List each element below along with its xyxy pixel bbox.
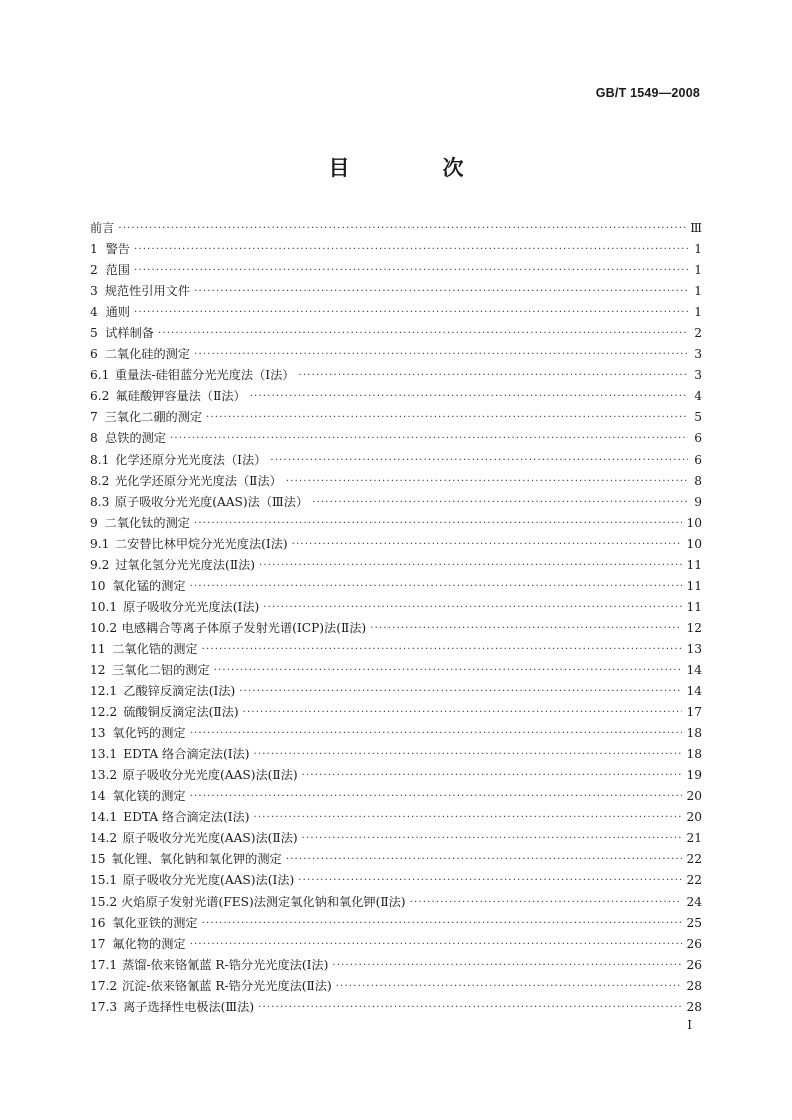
toc-dot-leader xyxy=(202,913,683,934)
toc-entry-page: 18 xyxy=(686,726,702,741)
toc-entry-number: 12.2 xyxy=(90,705,118,720)
toc-entry-number: 14 xyxy=(90,789,106,804)
toc-entry[interactable] xyxy=(90,892,702,913)
toc-entry-number: 5 xyxy=(90,326,98,341)
toc-entry-page: 1 xyxy=(694,242,702,257)
toc-entry-title: 通则 xyxy=(105,305,130,320)
toc-entry-page: 1 xyxy=(694,305,702,320)
toc-entry-number: 10 xyxy=(90,578,106,593)
toc-entry-page: 17 xyxy=(686,705,702,720)
toc-entry-title: 范围 xyxy=(105,263,130,278)
toc-entry-title: 原子吸收分光光度法(Ⅰ法) xyxy=(123,599,260,614)
toc-entry-number: 9.1 xyxy=(90,536,110,551)
toc-entry-title: 二安替比林甲烷分光光度法(Ⅰ法) xyxy=(114,536,288,551)
toc-entry[interactable] xyxy=(90,407,702,428)
toc-entry-title: 氟硅酸钾容量法（Ⅱ法） xyxy=(115,389,246,404)
toc-dot-leader xyxy=(194,344,688,365)
toc-entry[interactable] xyxy=(90,723,702,744)
toc-entry-page: 9 xyxy=(694,494,702,509)
toc-dot-leader xyxy=(302,828,683,849)
toc-dot-leader xyxy=(250,386,688,407)
toc-entry-page: 28 xyxy=(686,999,702,1014)
toc-entry-title: EDTA 络合滴定法(Ⅰ法) xyxy=(123,810,250,825)
toc-entry-number: 7 xyxy=(90,410,98,425)
toc-dot-leader xyxy=(332,955,682,976)
toc-dot-leader xyxy=(206,407,688,428)
toc-entry[interactable] xyxy=(90,849,702,870)
toc-entry-number: 17 xyxy=(90,936,106,951)
toc-entry-page: 14 xyxy=(686,662,702,677)
toc-entry-number: 6 xyxy=(90,347,98,362)
toc-entry-title: 乙酸锌反滴定法(Ⅰ法) xyxy=(123,684,236,699)
toc-entry[interactable] xyxy=(90,281,702,302)
toc-dot-leader xyxy=(239,681,682,702)
toc-entry[interactable] xyxy=(90,576,702,597)
toc-entry[interactable] xyxy=(90,702,702,723)
toc-dot-leader xyxy=(118,218,686,239)
toc-entry-page: 1 xyxy=(694,263,702,278)
toc-entry-number: 12.1 xyxy=(90,684,118,699)
toc-entry[interactable] xyxy=(90,492,702,513)
toc-entry-title: 化学还原分光光度法（Ⅰ法） xyxy=(115,452,267,467)
toc-dot-leader xyxy=(134,302,688,323)
toc-entry-title: 硫酸铜反滴定法(Ⅱ法) xyxy=(123,705,239,720)
toc-entry-number: 15.2 xyxy=(90,894,118,909)
toc-entry-number: 17.3 xyxy=(90,999,118,1014)
standard-code: GB/T 1549—2008 xyxy=(595,86,700,100)
toc-entry-title: 电感耦合等离子体原子发射光谱(ICP)法(Ⅱ法) xyxy=(121,620,367,635)
toc-entry-page: 26 xyxy=(686,936,702,951)
toc-entry-number: 16 xyxy=(90,915,106,930)
toc-entry[interactable] xyxy=(90,765,702,786)
toc-entry-page: 22 xyxy=(686,852,702,867)
toc-dot-leader xyxy=(190,723,683,744)
toc-entry-number: 8.3 xyxy=(90,494,110,509)
toc-dot-leader xyxy=(270,450,688,471)
toc-entry-title: 蒸馏-依来铬氰蓝 R-锆分光光度法(Ⅰ法) xyxy=(122,957,329,972)
toc-entry[interactable] xyxy=(90,534,702,555)
toc-entry-number: 9.2 xyxy=(90,557,110,572)
toc-dot-leader xyxy=(134,239,688,260)
toc-dot-leader xyxy=(134,260,688,281)
page-title: 目 次 xyxy=(328,155,500,180)
toc-entry-title: 氧化亚铁的测定 xyxy=(112,915,198,930)
toc-entry[interactable] xyxy=(90,786,702,807)
toc-entry-title: 三氧化二铝的测定 xyxy=(112,662,210,677)
toc-entry-title: 光化学还原分光光度法（Ⅱ法） xyxy=(115,473,282,488)
toc-entry-title: 沉淀-依来铬氰蓝 R-锆分光光度法(Ⅱ法) xyxy=(122,978,332,993)
toc-entry-title: 火焰原子发射光谱(FES)法测定氧化钠和氧化钾(Ⅱ法) xyxy=(121,894,406,909)
toc-entry-page: 20 xyxy=(686,810,702,825)
toc-entry-title: 过氧化氢分光光度法(Ⅱ法) xyxy=(115,557,256,572)
toc-entry[interactable] xyxy=(90,597,702,618)
toc-entry-number: 10.2 xyxy=(90,620,118,635)
toc-entry-number: 11 xyxy=(90,641,106,656)
toc-dot-leader xyxy=(312,492,688,513)
toc-entry[interactable] xyxy=(90,934,702,955)
toc-entry-title: 总铁的测定 xyxy=(105,431,167,446)
toc-entry-page: Ⅲ xyxy=(690,221,702,235)
toc-entry[interactable] xyxy=(90,365,702,386)
toc-entry[interactable] xyxy=(90,260,702,281)
toc-entry-page: 4 xyxy=(694,389,702,404)
toc-entry-title: 原子吸收分光光度(AAS)法(Ⅰ法) xyxy=(122,873,295,888)
toc-dot-leader xyxy=(286,849,683,870)
toc-entry-number: 13.2 xyxy=(90,768,118,783)
toc-entry[interactable] xyxy=(90,450,702,471)
toc-entry[interactable] xyxy=(90,323,702,344)
toc-dot-leader xyxy=(298,870,682,891)
toc-entry[interactable] xyxy=(90,618,702,639)
toc-entry-page: 21 xyxy=(686,831,702,846)
toc-entry[interactable] xyxy=(90,344,702,365)
toc-entry-number: 4 xyxy=(90,305,98,320)
toc-entry[interactable] xyxy=(90,744,702,765)
toc-entry-number: 8 xyxy=(90,431,98,446)
toc-entry[interactable] xyxy=(90,976,702,997)
toc-dot-leader xyxy=(258,997,682,1018)
toc-entry-page: 10 xyxy=(686,536,702,551)
toc-entry-page: 26 xyxy=(686,957,702,972)
toc-entry[interactable] xyxy=(90,513,702,534)
toc-dot-leader xyxy=(286,471,688,492)
toc-entry-number: 13.1 xyxy=(90,747,118,762)
toc-entry-title: 二氧化锆的测定 xyxy=(112,641,198,656)
toc-entry-page: 13 xyxy=(686,641,702,656)
toc-entry-number: 3 xyxy=(90,284,98,299)
toc-entry-title: 重量法-硅钼蓝分光光度法（Ⅰ法） xyxy=(114,368,295,383)
toc-dot-leader xyxy=(214,660,683,681)
toc-entry-title: 试样制备 xyxy=(105,326,154,341)
toc-entry-number: 17.2 xyxy=(90,978,118,993)
toc-entry-title: 三氧化二硼的测定 xyxy=(104,410,203,425)
toc-dot-leader xyxy=(194,513,683,534)
toc-entry[interactable] xyxy=(90,471,702,492)
toc-entry-page: 25 xyxy=(686,915,702,930)
toc-dot-leader xyxy=(202,639,683,660)
toc-entry-title: 离子选择性电极法(Ⅲ法) xyxy=(123,999,255,1014)
table-of-contents xyxy=(90,218,702,1018)
toc-entry[interactable] xyxy=(90,639,702,660)
toc-entry-page: 3 xyxy=(694,368,702,383)
toc-entry-title: 规范性引用文件 xyxy=(104,284,191,299)
toc-entry-title: EDTA 络合滴定法(Ⅰ法) xyxy=(123,747,250,762)
toc-entry-number: 1 xyxy=(90,242,98,257)
toc-entry-number: 8.2 xyxy=(90,473,110,488)
toc-entry-page: 19 xyxy=(686,768,702,783)
toc-entry-number: 17.1 xyxy=(90,957,118,972)
toc-entry-page: 2 xyxy=(694,326,702,341)
toc-dot-leader xyxy=(302,765,683,786)
toc-entry-page: 18 xyxy=(686,747,702,762)
toc-entry-number: 9 xyxy=(90,515,98,530)
toc-entry[interactable] xyxy=(90,997,702,1018)
toc-dot-leader xyxy=(243,702,683,723)
toc-entry-page: 1 xyxy=(694,284,702,299)
toc-entry-page: 10 xyxy=(686,515,702,530)
toc-dot-leader xyxy=(336,976,683,997)
toc-entry-number: 12 xyxy=(90,662,106,677)
toc-dot-leader xyxy=(158,323,688,344)
toc-entry[interactable] xyxy=(90,660,702,681)
toc-entry-page: 22 xyxy=(686,873,702,888)
toc-entry-title: 二氧化钛的测定 xyxy=(104,515,190,530)
toc-dot-leader xyxy=(190,576,683,597)
toc-entry[interactable] xyxy=(90,555,702,576)
toc-entry-number: 2 xyxy=(90,263,98,278)
toc-entry[interactable] xyxy=(90,828,702,849)
toc-dot-leader xyxy=(259,555,682,576)
toc-entry-title: 原子吸收分光光度(AAS)法（Ⅲ法） xyxy=(114,494,309,509)
toc-dot-leader xyxy=(370,618,682,639)
toc-entry-title: 氧化锂、氧化钠和氧化钾的测定 xyxy=(111,852,282,867)
toc-entry-page: 8 xyxy=(694,473,702,488)
toc-entry-title: 氧化钙的测定 xyxy=(112,726,186,741)
toc-entry[interactable] xyxy=(90,302,702,323)
toc-entry-page: 11 xyxy=(686,599,702,614)
toc-entry-page: 28 xyxy=(686,978,702,993)
toc-entry-number: 14.1 xyxy=(90,810,118,825)
toc-entry-title: 原子吸收分光光度(AAS)法(Ⅱ法) xyxy=(122,768,298,783)
toc-entry-page: 24 xyxy=(686,894,702,909)
toc-entry[interactable] xyxy=(90,218,702,239)
toc-entry-number: 6.2 xyxy=(90,389,110,404)
toc-dot-leader xyxy=(410,892,683,913)
toc-entry[interactable] xyxy=(90,807,702,828)
toc-entry-page: 11 xyxy=(686,557,702,572)
toc-entry[interactable] xyxy=(90,870,702,891)
toc-dot-leader xyxy=(263,597,682,618)
toc-entry-title: 氧化锰的测定 xyxy=(112,578,186,593)
toc-entry[interactable] xyxy=(90,239,702,260)
toc-entry-number: 13 xyxy=(90,726,106,741)
toc-entry-page: 6 xyxy=(694,452,702,467)
toc-entry-title: 氧化镁的测定 xyxy=(112,789,186,804)
toc-entry-title: 警告 xyxy=(105,242,130,257)
toc-entry-page: 11 xyxy=(686,578,702,593)
toc-dot-leader xyxy=(253,744,682,765)
toc-entry[interactable] xyxy=(90,913,702,934)
toc-entry-page: 14 xyxy=(686,684,702,699)
toc-entry-title: 原子吸收分光光度(AAS)法(Ⅱ法) xyxy=(122,831,298,846)
toc-entry-number: 10.1 xyxy=(90,599,118,614)
toc-dot-leader xyxy=(190,786,683,807)
toc-entry[interactable] xyxy=(90,955,702,976)
toc-entry-title: 氟化物的测定 xyxy=(112,936,186,951)
toc-entry-number: 8.1 xyxy=(90,452,110,467)
toc-dot-leader xyxy=(292,534,683,555)
toc-entry-number: 15 xyxy=(90,852,106,867)
toc-dot-leader xyxy=(298,365,688,386)
toc-entry-title: 前言 xyxy=(90,221,115,235)
toc-dot-leader xyxy=(253,807,682,828)
toc-entry-page: 6 xyxy=(694,431,702,446)
toc-entry[interactable] xyxy=(90,386,702,407)
toc-dot-leader xyxy=(170,428,688,449)
toc-entry-number: 15.1 xyxy=(90,873,118,888)
toc-entry-number: 6.1 xyxy=(90,368,110,383)
toc-entry[interactable] xyxy=(90,681,702,702)
toc-entry-page: 5 xyxy=(694,410,702,425)
toc-entry-page: 20 xyxy=(686,789,702,804)
page-number: I xyxy=(687,1018,692,1032)
toc-entry-page: 3 xyxy=(694,347,702,362)
toc-dot-leader xyxy=(190,934,683,955)
toc-entry[interactable] xyxy=(90,428,702,449)
toc-entry-page: 12 xyxy=(686,620,702,635)
toc-entry-number: 14.2 xyxy=(90,831,118,846)
toc-dot-leader xyxy=(194,281,688,302)
toc-entry-title: 二氧化硅的测定 xyxy=(104,347,191,362)
